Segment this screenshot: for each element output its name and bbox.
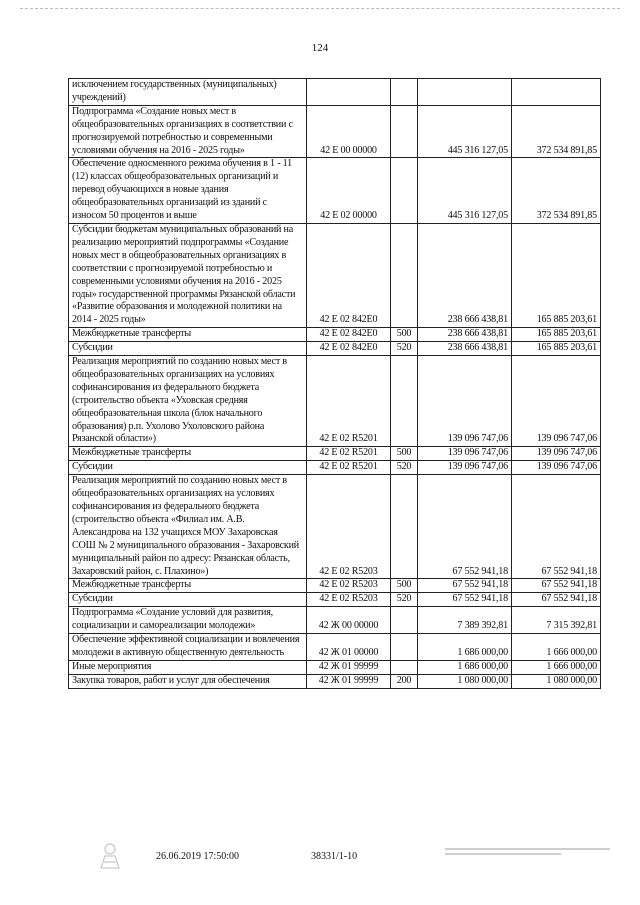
cell-amount2: 165 885 203,61 bbox=[512, 223, 601, 327]
cell-vr bbox=[391, 607, 418, 634]
cell-vr: 200 bbox=[391, 674, 418, 688]
table-row bbox=[69, 328, 601, 342]
table-row bbox=[69, 158, 601, 224]
cell-name: Обеспечение эффективной социализации и вовлечения молодежи в активную общественную деятельность bbox=[69, 634, 307, 661]
cell-vr bbox=[391, 158, 418, 224]
table-row bbox=[69, 660, 601, 674]
table-row bbox=[69, 356, 601, 447]
cell-amount2: 372 534 891,85 bbox=[512, 105, 601, 158]
scan-edge bbox=[20, 8, 620, 11]
cell-amount2: 139 096 747,06 bbox=[512, 461, 601, 475]
table-row bbox=[69, 579, 601, 593]
cell-amount2: 139 096 747,06 bbox=[512, 356, 601, 447]
cell-amount1: 445 316 127,05 bbox=[418, 158, 512, 224]
cell-vr bbox=[391, 356, 418, 447]
cell-name: Подпрограмма «Создание новых мест в общеобразовательных организациях в соответствии с прогнозируемой потребностью и современными условиями обучения на 2016 - 2025 годы» bbox=[69, 105, 307, 158]
cell-amount1: 139 096 747,06 bbox=[418, 461, 512, 475]
cell-amount2: 165 885 203,61 bbox=[512, 342, 601, 356]
table-row bbox=[69, 342, 601, 356]
page-number: 124 bbox=[311, 42, 329, 54]
cell-vr: 500 bbox=[391, 328, 418, 342]
electronic-signature-stamp bbox=[445, 845, 610, 865]
cell-vr bbox=[391, 79, 418, 106]
cell-name: Обеспечение односменного режима обучения в 1 - 11 (12) классах общеобразовательных организаций и перевод обучающихся в новые здания общеобразовательных организаций из зданий с износом 50 процентов и выше bbox=[69, 158, 307, 224]
table-row bbox=[69, 105, 601, 158]
seal-mark bbox=[98, 840, 122, 870]
cell-code: 42 Е 02 00000 bbox=[307, 158, 391, 224]
cell-code: 42 Е 02 R5201 bbox=[307, 356, 391, 447]
cell-code bbox=[307, 79, 391, 106]
cell-name: Субсидии bbox=[69, 593, 307, 607]
cell-amount1 bbox=[418, 79, 512, 106]
cell-vr: 520 bbox=[391, 593, 418, 607]
cell-amount1: 238 666 438,81 bbox=[418, 342, 512, 356]
cell-amount2: 7 315 392,81 bbox=[512, 607, 601, 634]
cell-amount2: 67 552 941,18 bbox=[512, 475, 601, 579]
cell-amount1: 238 666 438,81 bbox=[418, 223, 512, 327]
table-row bbox=[69, 475, 601, 579]
cell-amount2: 1 080 000,00 bbox=[512, 674, 601, 688]
cell-code: 42 Е 02 R5203 bbox=[307, 579, 391, 593]
cell-code: 42 Е 02 R5203 bbox=[307, 475, 391, 579]
cell-amount1: 139 096 747,06 bbox=[418, 447, 512, 461]
cell-amount2: 139 096 747,06 bbox=[512, 447, 601, 461]
cell-amount2: 165 885 203,61 bbox=[512, 328, 601, 342]
cell-amount2: 67 552 941,18 bbox=[512, 593, 601, 607]
cell-amount2: 372 534 891,85 bbox=[512, 158, 601, 224]
table-row bbox=[69, 674, 601, 688]
cell-amount1: 67 552 941,18 bbox=[418, 475, 512, 579]
budget-table bbox=[68, 78, 601, 689]
cell-vr: 500 bbox=[391, 447, 418, 461]
table-row bbox=[69, 461, 601, 475]
cell-name: Субсидии bbox=[69, 342, 307, 356]
cell-amount1: 445 316 127,05 bbox=[418, 105, 512, 158]
cell-name: Межбюджетные трансферты bbox=[69, 447, 307, 461]
cell-name: Подпрограмма «Создание условий для развития, социализации и самореализации молодежи» bbox=[69, 607, 307, 634]
cell-name: Реализация мероприятий по созданию новых мест в общеобразовательных организациях на условиях софинансирования из федерального бюджета (строительство объекта «Уховская средняя общеобразовательная школа (блок начального образования) р.п. Ухолово Ухоловского района Рязанской области») bbox=[69, 356, 307, 447]
cell-vr bbox=[391, 223, 418, 327]
cell-code: 42 Е 00 00000 bbox=[307, 105, 391, 158]
cell-name: Межбюджетные трансферты bbox=[69, 328, 307, 342]
cell-name: Субсидии бюджетам муниципальных образований на реализацию мероприятий подпрограммы «Создание новых мест в общеобразовательных организациях в соответствии с прогнозируемой потребностью и современными условиями обучения на 2016 - 2025 годы» государственной программы Рязанской области «Развитие образования и молодежной политики на 2014 - 2025 годы» bbox=[69, 223, 307, 327]
table-row bbox=[69, 223, 601, 327]
budget-table-body bbox=[69, 79, 601, 689]
cell-code: 42 Ж 01 99999 bbox=[307, 674, 391, 688]
cell-amount1: 1 080 000,00 bbox=[418, 674, 512, 688]
cell-code: 42 Ж 01 00000 bbox=[307, 634, 391, 661]
cell-name: Реализация мероприятий по созданию новых мест в общеобразовательных организациях на условиях софинансирования из федерального бюджета (строительство объекта «Филиал им. А.В. Александрова на 132 учащихся МОУ Захаровская СОШ № 2 муниципального образования - Захаровский муниципальный район по адресу: Рязанская область, Захаровский район, с. Плахино») bbox=[69, 475, 307, 579]
table-row bbox=[69, 447, 601, 461]
cell-name: исключением государственных (муниципальных) учреждений) bbox=[69, 79, 307, 106]
table-row bbox=[69, 593, 601, 607]
cell-vr bbox=[391, 660, 418, 674]
cell-code: 42 Е 02 842Е0 bbox=[307, 328, 391, 342]
cell-name: Закупка товаров, работ и услуг для обеспечения bbox=[69, 674, 307, 688]
cell-code: 42 Ж 00 00000 bbox=[307, 607, 391, 634]
cell-amount1: 1 686 000,00 bbox=[418, 660, 512, 674]
cell-vr: 520 bbox=[391, 342, 418, 356]
cell-code: 42 Е 02 R5203 bbox=[307, 593, 391, 607]
table-row bbox=[69, 79, 601, 106]
cell-code: 42 Ж 01 99999 bbox=[307, 660, 391, 674]
cell-vr bbox=[391, 634, 418, 661]
cell-name: Субсидии bbox=[69, 461, 307, 475]
cell-code: 42 Е 02 842Е0 bbox=[307, 223, 391, 327]
cell-amount2: 1 666 000,00 bbox=[512, 660, 601, 674]
cell-amount1: 67 552 941,18 bbox=[418, 593, 512, 607]
cell-amount1: 67 552 941,18 bbox=[418, 579, 512, 593]
cell-amount2: 67 552 941,18 bbox=[512, 579, 601, 593]
cell-amount1: 139 096 747,06 bbox=[418, 356, 512, 447]
cell-amount2 bbox=[512, 79, 601, 106]
cell-vr: 520 bbox=[391, 461, 418, 475]
cell-amount1: 7 389 392,81 bbox=[418, 607, 512, 634]
footer-datetime: 26.06.2019 17:50:00 bbox=[156, 851, 240, 862]
cell-name: Иные мероприятия bbox=[69, 660, 307, 674]
cell-name: Межбюджетные трансферты bbox=[69, 579, 307, 593]
cell-vr: 500 bbox=[391, 579, 418, 593]
cell-amount1: 238 666 438,81 bbox=[418, 328, 512, 342]
cell-vr bbox=[391, 105, 418, 158]
cell-amount1: 1 686 000,00 bbox=[418, 634, 512, 661]
cell-code: 42 Е 02 842Е0 bbox=[307, 342, 391, 356]
cell-code: 42 Е 02 R5201 bbox=[307, 461, 391, 475]
cell-vr bbox=[391, 475, 418, 579]
table-row bbox=[69, 607, 601, 634]
footer-document-ref: 38331/1-10 bbox=[311, 851, 358, 862]
cell-code: 42 Е 02 R5201 bbox=[307, 447, 391, 461]
cell-amount2: 1 666 000,00 bbox=[512, 634, 601, 661]
table-row bbox=[69, 634, 601, 661]
